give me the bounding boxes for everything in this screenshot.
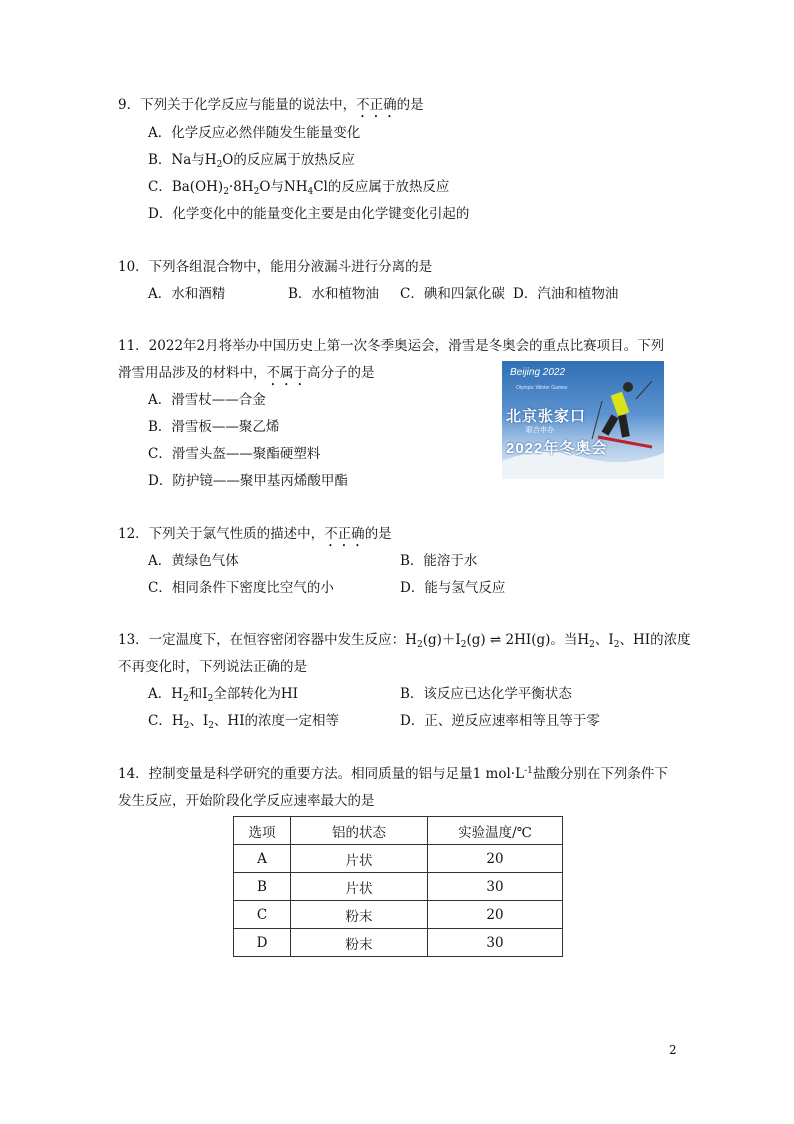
q13-c-text3: 、HI的浓度一定相等 (213, 713, 340, 729)
table-row (234, 929, 563, 957)
table-cell: 30 (428, 873, 563, 901)
table-cell: A (234, 845, 291, 873)
table-cell: D (234, 929, 291, 957)
table-cell: 20 (428, 845, 563, 873)
q13-c-sub2: 2 (208, 721, 214, 731)
q13-c-text1: C．H (148, 713, 184, 729)
q9-b-text1: B．Na与H (148, 152, 217, 168)
q9-c-text1: C．Ba(OH) (148, 179, 224, 195)
table-row (234, 845, 563, 873)
q9-stem-text: 9．下列关于化学反应与能量的说法中， (118, 97, 357, 113)
q12-stem-text: 12．下列关于氯气性质的描述中， (118, 526, 325, 542)
q13-a-text1: A．H (148, 686, 184, 702)
q13-a-text3: 全部转化为HI (213, 686, 298, 702)
q9-option-a: A．化学反应必然伴随发生能量变化 (148, 125, 361, 141)
q11-option-b: B．滑雪板——聚乙烯 (148, 419, 280, 435)
table-cell: 片状 (291, 845, 428, 873)
q9-c-sub3: 4 (307, 187, 314, 197)
image-caption-2: 联合申办 (526, 427, 554, 434)
q13-sub4: 2 (613, 640, 620, 650)
q12-option-c: C．相同条件下密度比空气的小 (148, 580, 334, 596)
page-number: 2 (669, 1043, 677, 1057)
table-header-row (234, 817, 563, 845)
q12-stem (118, 525, 392, 550)
q9-c-text3: O与NH (259, 179, 308, 195)
q9-b-text2: O的反应属于放热反应 (222, 152, 355, 168)
q12-stem-emphasis: 不正确 (324, 526, 365, 542)
q11-stem-line2 (118, 364, 375, 389)
beijing-2022-logo: Beijing 2022 (510, 367, 566, 378)
q11-option-d: D．防护镜——聚甲基丙烯酸甲酯 (148, 473, 348, 489)
q11-line2-text: 滑雪用品涉及的材料中， (118, 365, 267, 381)
q14-text2: 盐酸分别在下列条件下 (532, 766, 668, 782)
q13-a-text2: 和I (188, 686, 208, 702)
q9-stem-emphasis: 不正确 (356, 97, 397, 113)
q13-stem-line2: 不再变化时，下列说法正确的是 (118, 659, 307, 675)
q14-conditions-table (233, 816, 563, 957)
q9-b-sub: 2 (216, 160, 223, 170)
q10-option-c: C．碘和四氯化碳 (400, 286, 505, 302)
winter-olympics-image (502, 361, 664, 479)
table-header-cell: 铝的状态 (291, 817, 428, 845)
q9-c-sub2: 2 (253, 187, 260, 197)
q14-stem-line1 (118, 765, 668, 783)
q9-stem-suffix: 的是 (396, 97, 424, 113)
q9-c-sub1: 2 (223, 187, 229, 197)
image-caption-1: 北京张家口 (506, 408, 587, 425)
q13-a-sub1: 2 (183, 694, 189, 704)
q12-option-b: B．能溶于水 (400, 553, 478, 569)
olympic-subtitle: Olympic Winter Games (516, 385, 568, 391)
q13-c-sub1: 2 (183, 721, 190, 731)
q13-sub1: 2 (416, 640, 423, 650)
q13-option-a (148, 685, 298, 703)
q12-stem-suffix: 的是 (364, 526, 392, 542)
q11-stem-line1: 11．2022年2月将举办中国历史上第一次冬季奥运会，滑雪是冬奥会的重点比赛项目。下列 (118, 338, 665, 354)
table-header-cell: 选项 (234, 817, 291, 845)
q11-line2-suffix: 高分子的是 (307, 365, 375, 381)
q13-option-d: D．正、逆反应速率相等且等于零 (400, 713, 600, 729)
q11-line2-emphasis: 不属于 (266, 365, 307, 381)
q13-text3: (g) ⇌ 2HI(g)。当H (466, 632, 590, 648)
q10-option-d: D．汽油和植物油 (513, 286, 619, 302)
table-row (234, 873, 563, 901)
q13-text5: 、HI的浓度 (619, 632, 691, 648)
q13-option-b: B．该反应已达化学平衡状态 (400, 686, 572, 702)
q13-a-sub2: 2 (207, 694, 214, 704)
q13-text2: (g)＋I (422, 632, 461, 648)
table-row (234, 901, 563, 929)
q9-c-text2: ·8H (228, 179, 254, 195)
q9-option-c (148, 178, 449, 196)
table-cell: 粉末 (291, 929, 428, 957)
table-header-cell: 实验温度/℃ (428, 817, 563, 845)
q9-c-text4: Cl的反应属于放热反应 (313, 179, 450, 195)
q14-text1: 14．控制变量是科学研究的重要方法。相同质量的铝与足量1 mol·L (118, 766, 525, 782)
table-cell: 20 (428, 901, 563, 929)
q14-stem-line2: 发生反应，开始阶段化学反应速率最大的是 (118, 793, 375, 809)
q13-option-c (148, 712, 339, 730)
q14-sup: -1 (524, 766, 533, 776)
q10-option-b: B．水和植物油 (288, 286, 379, 302)
table-cell: 粉末 (291, 901, 428, 929)
image-caption-3: 2022年冬奥会 (506, 440, 608, 457)
q9-option-d: D．化学变化中的能量变化主要是由化学键变化引起的 (148, 206, 470, 222)
q12-option-d: D．能与氢气反应 (400, 580, 506, 596)
q9-option-b (148, 151, 355, 169)
q11-option-a: A．滑雪杖——合金 (148, 392, 266, 408)
q10-option-a: A．水和酒精 (148, 286, 226, 302)
q13-text4: 、I (594, 632, 614, 648)
q9-stem (118, 96, 424, 121)
q13-sub3: 2 (589, 640, 595, 650)
q13-sub2: 2 (460, 640, 467, 650)
q10-stem: 10．下列各组混合物中，能用分液漏斗进行分离的是 (118, 259, 433, 275)
q13-stem-line1 (118, 631, 691, 649)
table-cell: 片状 (291, 873, 428, 901)
table-cell: C (234, 901, 291, 929)
q12-option-a: A．黄绿色气体 (148, 553, 239, 569)
q13-text1: 13．一定温度下，在恒容密闭容器中发生反应：H (118, 632, 417, 648)
table-cell: B (234, 873, 291, 901)
q11-option-c: C．滑雪头盔——聚酯硬塑料 (148, 446, 321, 462)
table-cell: 30 (428, 929, 563, 957)
q13-c-text2: 、I (189, 713, 209, 729)
